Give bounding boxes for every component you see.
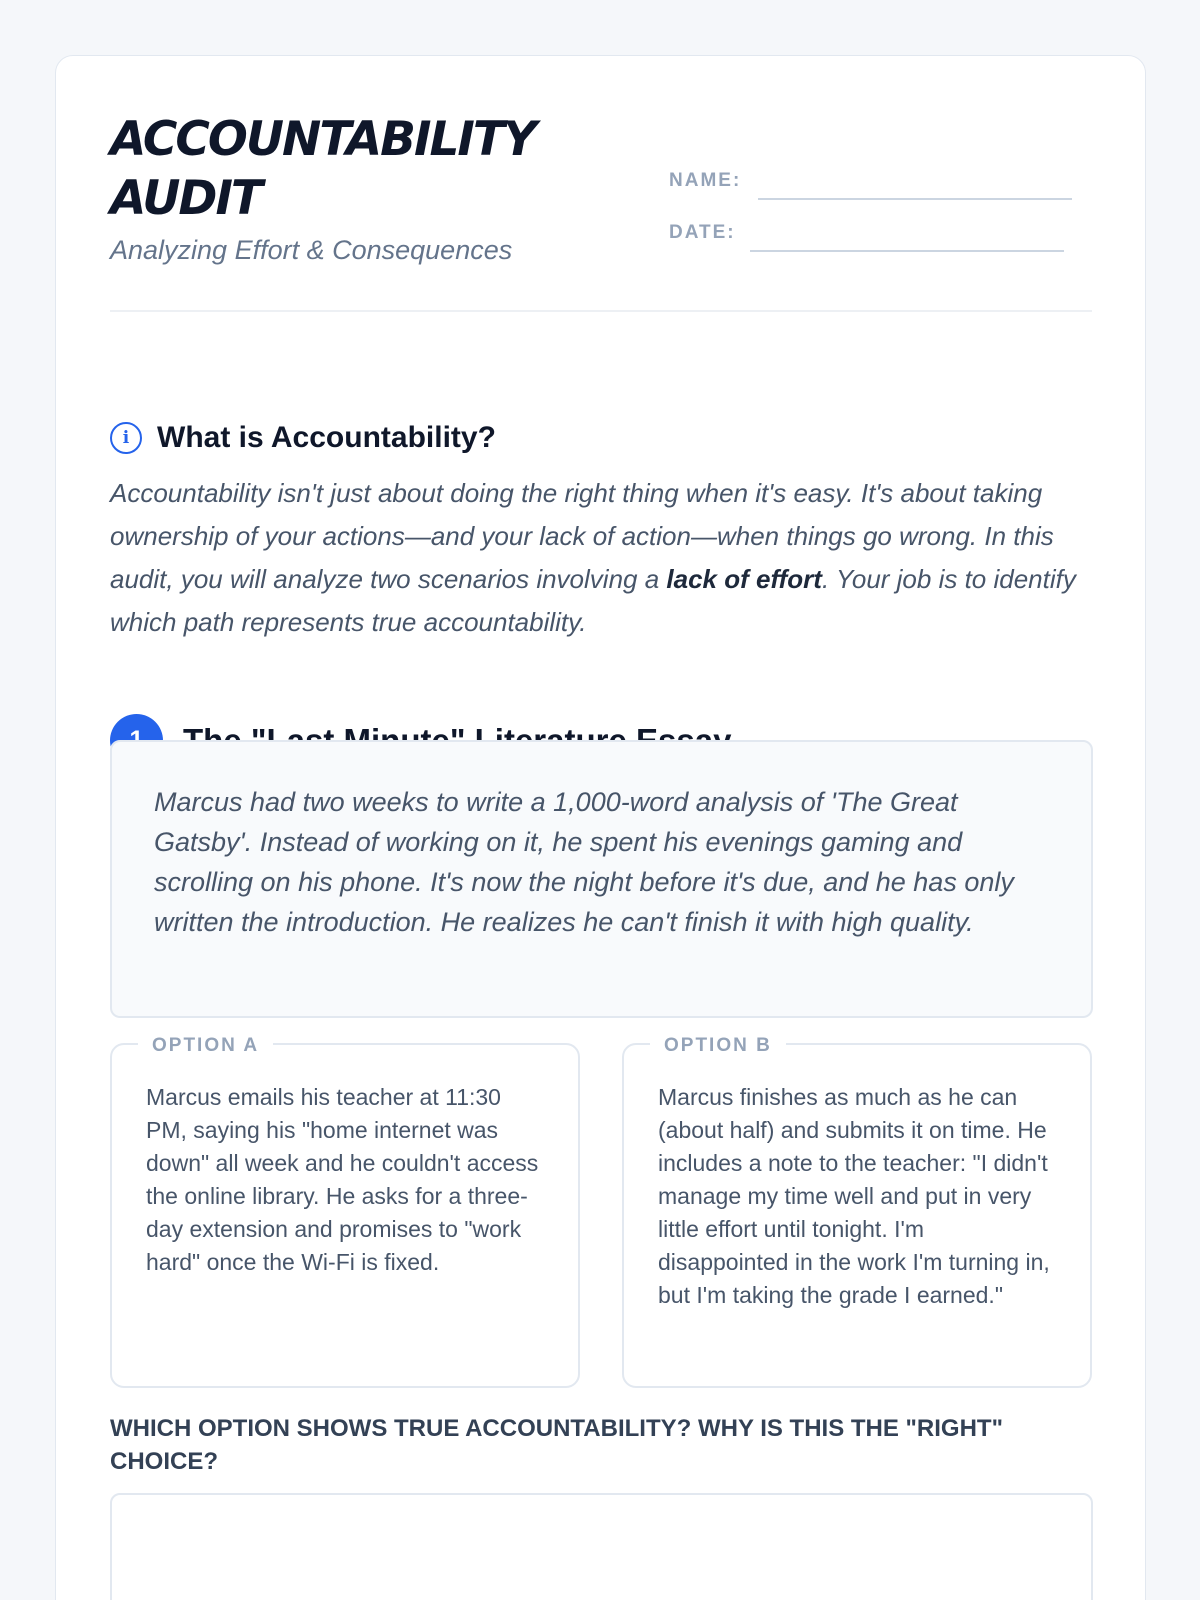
worksheet-card (55, 55, 1146, 1600)
name-field[interactable] (758, 198, 1072, 200)
question-prompt: WHICH OPTION SHOWS TRUE ACCOUNTABILITY? WHY IS THIS THE "RIGHT" CHOICE? (110, 1415, 1003, 1475)
intro-heading-text: What is Accountability? (157, 421, 496, 454)
intro-heading (110, 418, 496, 458)
scenario-description: Marcus had two weeks to write a 1,000-word analysis of 'The Great Gatsby'. Instead of working on it, he spent his evenings gaming and scrolling on his phone. It's now the night before it's due, and he has only written the introduction. He realizes he can't finish it with high quality. (110, 740, 1093, 1018)
page-title: ACCOUNTABILITY AUDIT (110, 112, 535, 226)
name-label: NAME: (669, 170, 742, 191)
option-b-label: OPTION B (650, 1029, 786, 1062)
date-label: DATE: (669, 222, 736, 243)
worksheet-header (110, 110, 1092, 312)
answer-box[interactable] (110, 1493, 1093, 1600)
info-icon: i (110, 422, 142, 454)
intro-text-part2: . Your job is to identify which path represents true accountability. (110, 564, 1076, 637)
intro-text-bold: lack of effort (666, 564, 822, 594)
option-a-box (110, 1035, 580, 1388)
page-subtitle: Analyzing Effort & Consequences (110, 235, 513, 265)
option-a-text: Marcus emails his teacher at 11:30 PM, saying his "home internet was down" all week and he couldn't access the online library. He asks for a three-day extension and promises to "work hard" once the Wi-Fi is fixed. (146, 1084, 539, 1275)
option-a-label: OPTION A (138, 1029, 273, 1062)
intro-text-part1: Accountability isn't just about doing the right thing when it's easy. It's about taking ownership of your actions—and your lack of action—when things go wrong. In this audit, you will analyze two scenarios involving a (110, 478, 1054, 594)
intro-text (110, 472, 1100, 644)
date-field[interactable] (750, 250, 1064, 252)
option-b-box (622, 1035, 1092, 1388)
option-b-text: Marcus finishes as much as he can (about half) and submits it on time. He includes a note to the teacher: "I didn't manage my time well and put in very little effort until tonight. I'm disappointed in the work I'm turning in, but I'm taking the grade I earned." (658, 1084, 1050, 1308)
